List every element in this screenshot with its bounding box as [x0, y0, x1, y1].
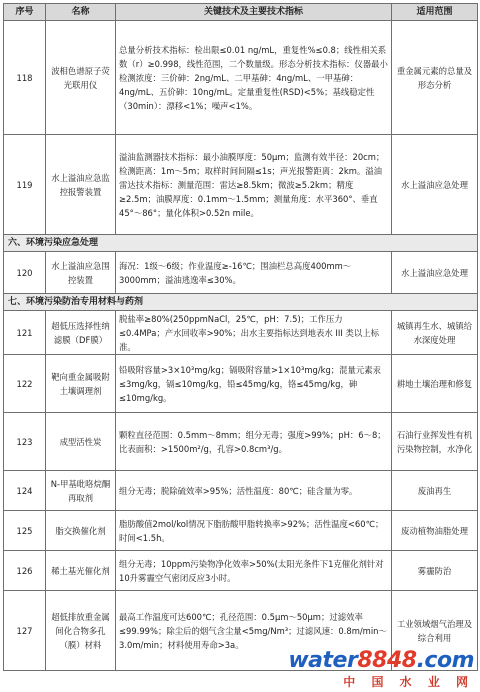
- watermark-logo-num: 8848: [357, 648, 417, 673]
- row-no: 124: [4, 471, 46, 511]
- table-row: [4, 511, 478, 551]
- row-app: 石油行业挥发性有机污染物控制，水净化: [392, 413, 478, 471]
- row-tech: 最高工作温度可达600℃；孔径范围：0.5μm～50μm；过滤效率≤99.99%；除尘后的烟气含尘量<5mg/Nm³；过滤风速：0.8m/min～3.0m/min；材料使用寿命>3a。: [116, 591, 392, 671]
- table-row: [4, 135, 478, 235]
- row-app: 水上溢油应急处理: [392, 135, 478, 235]
- table-row: [4, 471, 478, 511]
- watermark-cn-text: 中 国 水 业 网: [343, 675, 474, 689]
- row-no: 127: [4, 591, 46, 671]
- row-app: 工业领域烟气治理及综合利用: [392, 591, 478, 671]
- row-name: 超低压选择性纳滤膜（DF膜）: [46, 311, 116, 355]
- row-tech: 脂肪酸值2mol/kol情况下脂肪酸甲脂转换率>92%；活性温度<60℃；时间<1.5h。: [116, 511, 392, 551]
- row-no: 119: [4, 135, 46, 235]
- row-no: 122: [4, 355, 46, 413]
- section-title: 七、环境污染防治专用材料与药剂: [4, 294, 478, 311]
- watermark: [288, 648, 474, 690]
- row-app: 雾霾防治: [392, 551, 478, 591]
- technology-table: [3, 3, 478, 671]
- header-no: 序号: [4, 4, 46, 21]
- row-no: 121: [4, 311, 46, 355]
- row-tech: 组分无毒；脱除硫效率>95%；活性温度：80℃；硅含量为零。: [116, 471, 392, 511]
- row-app: 城镇再生水、城镇给水深度处理: [392, 311, 478, 355]
- header-tech: 关键技术及主要技术指标: [116, 4, 392, 21]
- row-name: 稀土基光催化剂: [46, 551, 116, 591]
- watermark-logo: [288, 648, 474, 673]
- table-row: [4, 413, 478, 471]
- row-name: 水上溢油应急围控装置: [46, 252, 116, 294]
- row-name: 水上溢油应急监控报警装置: [46, 135, 116, 235]
- row-app: 水上溢油应急处理: [392, 252, 478, 294]
- row-tech: 颗粒直径范围：0.5mm～8mm；组分无毒；强度>99%；pH：6～8；比表面积：>1500m²/g，孔容>0.8cm³/g。: [116, 413, 392, 471]
- table-row: [4, 252, 478, 294]
- table-row: [4, 21, 478, 135]
- header-name: 名称: [46, 4, 116, 21]
- row-name: 靶向重金属吸附土壤调理剂: [46, 355, 116, 413]
- section-title: 六、环境污染应急处理: [4, 235, 478, 252]
- row-app: 重金属元素的总量及形态分析: [392, 21, 478, 135]
- watermark-logo-text: water: [288, 648, 358, 673]
- table-row: [4, 355, 478, 413]
- row-name: 超低排放重金属间化合物多孔（膜）材料: [46, 591, 116, 671]
- row-tech: 铅吸附容量>3×10³mg/kg；镉吸附容量>1×10³mg/kg；混量元素汞≤3mg/kg，镉≤10mg/kg，铅≤45mg/kg，铬≤45mg/kg，砷≤10mg/kg。: [116, 355, 392, 413]
- row-app: 废动植物油脂处理: [392, 511, 478, 551]
- row-tech: 溢油监测器技术指标：最小油膜厚度：50μm；监测有效半径：20cm；检测距离：1m～5m；取样时间间隔≤1s；声光报警距离：2km。溢油雷达技术指标：测量范围：雷达≥8.5km；微波≥5.2km；精度≥2.5m；油膜厚度：0.1mm～1.5mm；测量角度：水平360°、垂直45°～86°；量化体积>0.52n mile。: [116, 135, 392, 235]
- row-name: 成型活性炭: [46, 413, 116, 471]
- row-name: 脂交换催化剂: [46, 511, 116, 551]
- row-app: 耕地土壤治理和修复: [392, 355, 478, 413]
- row-no: 120: [4, 252, 46, 294]
- table-header-row: [4, 4, 478, 21]
- row-tech: 海况：1级～6级；作业温度≥-16℃；围油栏总高度400mm～3000mm；溢油逃逸率≤30%。: [116, 252, 392, 294]
- row-app: 废油再生: [392, 471, 478, 511]
- row-name: N-甲基吡咯烷酮再取剂: [46, 471, 116, 511]
- row-no: 123: [4, 413, 46, 471]
- section-row: [4, 294, 478, 311]
- row-tech: 组分无毒；10ppm污染物净化效率>50%(太阳光条件下1克催化剂针对10升雾霾空气密闭反应3小时。: [116, 551, 392, 591]
- table-row: [4, 311, 478, 355]
- row-no: 126: [4, 551, 46, 591]
- table-row: [4, 551, 478, 591]
- section-row: [4, 235, 478, 252]
- watermark-logo-suffix: .com: [416, 648, 474, 673]
- row-no: 125: [4, 511, 46, 551]
- header-app: 适用范围: [392, 4, 478, 21]
- row-tech: 总量分析技术指标：检出限≤0.01 ng/mL，重复性%≤0.8；线性相关系数（r）≥0.998，线性范围，二个数量级。形态分析技术指标：仪器最小检测浓度：三价砷：2ng/mL、二甲基砷：4ng/mL、一甲基砷：4ng/mL、五价砷：10ng/mL。定量重复性(RSD)<5%；基线稳定性（30min）：漂移<1%；噪声<1%。: [116, 21, 392, 135]
- row-tech: 脱盐率≥80%(250ppmNaCl，25℃，pH：7.5)；工作压力≤0.4MPa；产水回收率>90%；出水主要指标达到地表水 III 类以上标准。: [116, 311, 392, 355]
- row-name: 波相色谱原子荧光联用仪: [46, 21, 116, 135]
- row-no: 118: [4, 21, 46, 135]
